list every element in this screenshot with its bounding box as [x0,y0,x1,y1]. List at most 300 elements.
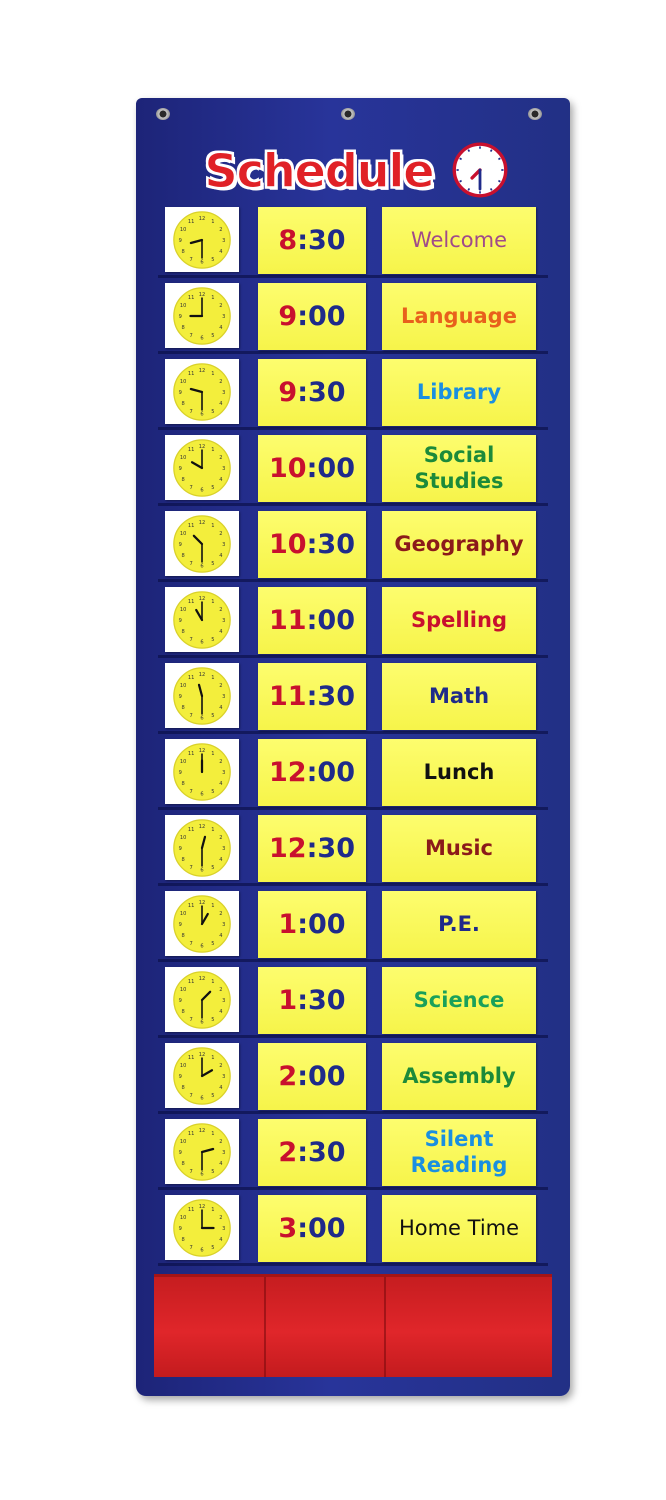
time-hour: 3 [278,1213,298,1244]
time-hour: 12 [269,833,307,864]
time-card[interactable] [258,511,366,578]
pocket-rule [158,883,548,886]
clock-card[interactable] [165,663,239,728]
time-hour: 2 [278,1137,298,1168]
clock-numeral: 5 [211,560,215,567]
clock-numeral: 9 [178,921,182,928]
schedule-row [136,586,570,657]
schedule-row [136,282,570,353]
clock-numeral: 8 [181,400,185,407]
subject-label: Library [416,379,502,404]
clock-card[interactable] [165,435,239,500]
schedule-row [136,662,570,733]
clock-numeral: 7 [189,256,193,263]
clock-numeral: 3 [222,693,226,700]
time-hour: 11 [269,605,307,636]
subject-label: Silent Reading [410,1127,508,1177]
time-minute: 00 [308,301,346,332]
clock-numeral: 11 [187,295,195,302]
clock-numeral: 5 [211,1016,215,1023]
clock-numeral: 12 [198,444,206,451]
clock-numeral: 1 [211,1207,215,1214]
clock-numeral: 10 [179,683,187,690]
subject-card[interactable] [382,1119,536,1186]
clock-numeral: 8 [181,1084,185,1091]
grommet-left [156,108,170,120]
clock-numeral: 1 [211,827,215,834]
subject-label: Music [425,835,493,860]
clock-numeral: 9 [178,617,182,624]
clock-numeral: 4 [219,1160,223,1167]
clock-numeral: 5 [211,408,215,415]
clock-numeral: 11 [187,1207,195,1214]
clock-card[interactable] [165,359,239,424]
clock-numeral: 7 [189,712,193,719]
pocket-rule [158,579,548,582]
clock-numeral: 1 [211,523,215,530]
clock-card[interactable] [165,207,239,272]
clock-numeral: 3 [222,313,226,320]
clock-numeral: 6 [200,411,204,418]
clock-numeral: 6 [200,335,204,342]
clock-numeral: 12 [198,1204,206,1211]
clock-numeral: 3 [222,1073,226,1080]
schedule-row [136,206,570,277]
clock-numeral: 10 [179,1215,187,1222]
clock-face-icon [170,208,234,272]
pocket-rule [158,959,548,962]
clock-numeral: 6 [200,867,204,874]
subject-card[interactable] [382,967,536,1034]
clock-numeral: 1 [211,675,215,682]
clock-numeral: 8 [181,324,185,331]
time-minute: 00 [308,909,346,940]
subject-card[interactable] [382,815,536,882]
time-hour: 9 [278,301,298,332]
clock-numeral: 4 [219,704,223,711]
subject-card[interactable] [382,359,536,426]
schedule-row [136,1042,570,1113]
time-minute: 30 [317,529,355,560]
schedule-row [136,358,570,429]
subject-card[interactable] [382,663,536,730]
clock-numeral: 1 [211,219,215,226]
schedule-pocket-chart [136,98,570,1396]
clock-face-icon [170,1044,234,1108]
clock-numeral: 1 [211,371,215,378]
clock-numeral: 3 [222,1225,226,1232]
clock-numeral: 8 [181,856,185,863]
clock-numeral: 8 [181,248,185,255]
clock-numeral: 3 [222,541,226,548]
clock-numeral: 12 [198,520,206,527]
clock-numeral: 3 [222,617,226,624]
clock-numeral: 7 [189,1168,193,1175]
time-card[interactable] [258,815,366,882]
pocket-rule [158,655,548,658]
clock-numeral: 6 [200,639,204,646]
clock-numeral: 9 [178,845,182,852]
clock-card[interactable] [165,587,239,652]
clock-numeral: 9 [178,389,182,396]
schedule-row [136,1118,570,1189]
time-colon: : [306,757,318,788]
clock-numeral: 10 [179,835,187,842]
clock-numeral: 1 [211,447,215,454]
clock-numeral: 6 [200,791,204,798]
pocket-rule [158,1035,548,1038]
clock-card[interactable] [165,967,239,1032]
clock-numeral: 7 [189,1244,193,1251]
clock-numeral: 9 [178,1073,182,1080]
schedule-row [136,738,570,809]
clock-numeral: 5 [211,1168,215,1175]
clock-numeral: 8 [181,1160,185,1167]
clock-face-icon [170,512,234,576]
time-hour: 10 [269,529,307,560]
clock-face-icon [170,360,234,424]
clock-numeral: 9 [178,541,182,548]
clock-numeral: 8 [181,628,185,635]
time-colon: : [297,1213,309,1244]
clock-numeral: 5 [211,484,215,491]
time-hour: 2 [278,1061,298,1092]
title-clock-icon [452,142,508,198]
clock-numeral: 1 [211,599,215,606]
subject-card[interactable] [382,891,536,958]
subject-card[interactable] [382,283,536,350]
time-card[interactable] [258,207,366,274]
pocket-rule [158,503,548,506]
subject-label: Spelling [411,607,507,632]
pocket-rule [158,427,548,430]
grommet-right [528,108,542,120]
clock-numeral: 9 [178,237,182,244]
clock-numeral: 8 [181,1008,185,1015]
clock-numeral: 1 [211,1055,215,1062]
clock-numeral: 4 [219,1008,223,1015]
clock-face-icon [170,740,234,804]
clock-numeral: 3 [222,769,226,776]
clock-numeral: 9 [178,465,182,472]
time-minute: 00 [317,757,355,788]
clock-numeral: 7 [189,560,193,567]
time-minute: 00 [308,1213,346,1244]
clock-numeral: 4 [219,324,223,331]
clock-numeral: 5 [211,256,215,263]
time-card[interactable] [258,587,366,654]
clock-numeral: 7 [189,408,193,415]
subject-label: Language [401,303,517,328]
time-hour: 12 [269,757,307,788]
clock-numeral: 7 [189,1092,193,1099]
clock-numeral: 4 [219,856,223,863]
clock-numeral: 4 [219,248,223,255]
clock-numeral: 7 [189,940,193,947]
clock-numeral: 2 [219,759,223,766]
storage-pocket[interactable] [154,1274,552,1377]
clock-numeral: 11 [187,1055,195,1062]
pocket-rule [158,1263,548,1266]
clock-card[interactable] [165,739,239,804]
clock-card[interactable] [165,815,239,880]
clock-numeral: 2 [219,1063,223,1070]
time-card[interactable] [258,1119,366,1186]
clock-numeral: 11 [187,827,195,834]
clock-numeral: 8 [181,552,185,559]
chart-title: Schedule [204,144,434,198]
time-card[interactable] [258,967,366,1034]
clock-numeral: 11 [187,1131,195,1138]
time-card[interactable] [258,435,366,502]
clock-numeral: 10 [179,379,187,386]
clock-numeral: 9 [178,313,182,320]
clock-numeral: 6 [200,1095,204,1102]
clock-numeral: 5 [211,1092,215,1099]
clock-card[interactable] [165,1195,239,1260]
time-colon: : [297,1137,309,1168]
clock-numeral: 2 [219,835,223,842]
clock-numeral: 8 [181,476,185,483]
clock-numeral: 1 [211,903,215,910]
clock-numeral: 2 [219,455,223,462]
clock-numeral: 12 [198,216,206,223]
clock-card[interactable] [165,283,239,348]
clock-face-icon [170,664,234,728]
time-hour: 1 [278,909,298,940]
clock-numeral: 11 [187,979,195,986]
clock-numeral: 2 [219,1139,223,1146]
schedule-row [136,966,570,1037]
time-hour: 8 [278,225,298,256]
time-card[interactable] [258,359,366,426]
time-card[interactable] [258,739,366,806]
clock-numeral: 4 [219,932,223,939]
clock-face-icon [170,588,234,652]
subject-card[interactable] [382,511,536,578]
clock-numeral: 4 [219,400,223,407]
clock-numeral: 4 [219,1084,223,1091]
clock-numeral: 4 [219,552,223,559]
clock-numeral: 12 [198,748,206,755]
pocket-rule [158,731,548,734]
clock-numeral: 12 [198,824,206,831]
time-colon: : [297,909,309,940]
clock-numeral: 3 [222,845,226,852]
clock-numeral: 11 [187,447,195,454]
time-minute: 30 [317,681,355,712]
clock-numeral: 12 [198,1128,206,1135]
clock-numeral: 2 [219,379,223,386]
clock-numeral: 8 [181,1236,185,1243]
time-minute: 30 [317,833,355,864]
clock-numeral: 3 [222,465,226,472]
clock-numeral: 7 [189,332,193,339]
clock-numeral: 8 [181,704,185,711]
clock-numeral: 10 [179,227,187,234]
clock-numeral: 5 [211,864,215,871]
schedule-row [136,890,570,961]
time-minute: 30 [308,377,346,408]
clock-numeral: 11 [187,751,195,758]
clock-numeral: 10 [179,303,187,310]
clock-numeral: 7 [189,864,193,871]
clock-numeral: 9 [178,1225,182,1232]
clock-numeral: 10 [179,911,187,918]
subject-label: Assembly [402,1063,516,1088]
subject-card[interactable] [382,739,536,806]
clock-numeral: 8 [181,780,185,787]
clock-numeral: 10 [179,1139,187,1146]
chart-title-area [174,136,464,206]
subject-card[interactable] [382,207,536,274]
time-minute: 00 [317,605,355,636]
time-minute: 00 [317,453,355,484]
subject-label: Science [413,987,505,1012]
clock-numeral: 11 [187,675,195,682]
subject-card[interactable] [382,587,536,654]
time-card[interactable] [258,283,366,350]
clock-numeral: 12 [198,976,206,983]
schedule-row [136,1194,570,1265]
clock-numeral: 4 [219,628,223,635]
time-minute: 30 [308,985,346,1016]
clock-numeral: 2 [219,683,223,690]
time-colon: : [306,529,318,560]
clock-numeral: 11 [187,599,195,606]
subject-card[interactable] [382,1195,536,1262]
time-hour: 11 [269,681,307,712]
clock-numeral: 2 [219,987,223,994]
clock-face-icon [170,1120,234,1184]
clock-numeral: 2 [219,607,223,614]
subject-label: Lunch [423,759,495,784]
clock-numeral: 4 [219,780,223,787]
clock-numeral: 2 [219,1215,223,1222]
clock-numeral: 5 [211,1244,215,1251]
clock-face-icon [170,892,234,956]
clock-numeral: 10 [179,607,187,614]
subject-label: Welcome [410,227,508,252]
clock-numeral: 6 [200,1019,204,1026]
clock-numeral: 3 [222,1149,226,1156]
time-hour: 9 [278,377,298,408]
clock-numeral: 6 [200,1171,204,1178]
clock-numeral: 10 [179,987,187,994]
clock-numeral: 10 [179,455,187,462]
clock-numeral: 2 [219,531,223,538]
schedule-row [136,434,570,505]
clock-numeral: 8 [181,932,185,939]
clock-numeral: 3 [222,237,226,244]
time-hour: 10 [269,453,307,484]
time-card[interactable] [258,663,366,730]
clock-numeral: 11 [187,903,195,910]
time-colon: : [306,833,318,864]
pocket-rule [158,807,548,810]
subject-label: P.E. [438,911,480,936]
clock-numeral: 12 [198,368,206,375]
grommet-center [341,108,355,120]
time-minute: 30 [308,225,346,256]
clock-numeral: 11 [187,219,195,226]
clock-numeral: 11 [187,371,195,378]
clock-numeral: 9 [178,769,182,776]
clock-card[interactable] [165,891,239,956]
clock-numeral: 7 [189,1016,193,1023]
clock-numeral: 3 [222,921,226,928]
clock-numeral: 9 [178,997,182,1004]
clock-numeral: 2 [219,911,223,918]
clock-numeral: 5 [211,712,215,719]
clock-numeral: 7 [189,636,193,643]
clock-card[interactable] [165,1043,239,1108]
subject-card[interactable] [382,1043,536,1110]
time-minute: 30 [308,1137,346,1168]
clock-numeral: 2 [219,227,223,234]
clock-numeral: 6 [200,259,204,266]
clock-numeral: 6 [200,487,204,494]
time-minute: 00 [308,1061,346,1092]
clock-numeral: 10 [179,1063,187,1070]
time-colon: : [306,453,318,484]
clock-numeral: 5 [211,332,215,339]
clock-numeral: 1 [211,751,215,758]
pocket-seam [384,1277,386,1377]
pocket-seam [264,1277,266,1377]
schedule-row [136,510,570,581]
clock-face-icon [170,968,234,1032]
time-colon: : [297,225,309,256]
pocket-rule [158,275,548,278]
time-colon: : [297,377,309,408]
time-colon: : [297,985,309,1016]
time-colon: : [297,1061,309,1092]
clock-face-icon [170,284,234,348]
subject-label: Math [428,683,490,708]
clock-numeral: 7 [189,788,193,795]
clock-numeral: 10 [179,759,187,766]
clock-numeral: 9 [178,693,182,700]
time-colon: : [306,681,318,712]
time-card[interactable] [258,891,366,958]
clock-numeral: 6 [200,943,204,950]
subject-label: Home Time [398,1215,520,1240]
clock-card[interactable] [165,1119,239,1184]
time-hour: 1 [278,985,298,1016]
clock-numeral: 3 [222,389,226,396]
clock-numeral: 12 [198,900,206,907]
clock-numeral: 5 [211,788,215,795]
clock-numeral: 5 [211,636,215,643]
clock-numeral: 6 [200,563,204,570]
clock-numeral: 4 [219,476,223,483]
clock-card[interactable] [165,511,239,576]
clock-face-icon [170,816,234,880]
pocket-rule [158,1187,548,1190]
time-card[interactable] [258,1043,366,1110]
subject-card[interactable] [382,435,536,502]
clock-numeral: 1 [211,979,215,986]
clock-numeral: 12 [198,672,206,679]
time-card[interactable] [258,1195,366,1262]
clock-numeral: 11 [187,523,195,530]
clock-numeral: 12 [198,292,206,299]
clock-numeral: 12 [198,596,206,603]
pocket-rule [158,1111,548,1114]
time-colon: : [306,605,318,636]
clock-numeral: 4 [219,1236,223,1243]
